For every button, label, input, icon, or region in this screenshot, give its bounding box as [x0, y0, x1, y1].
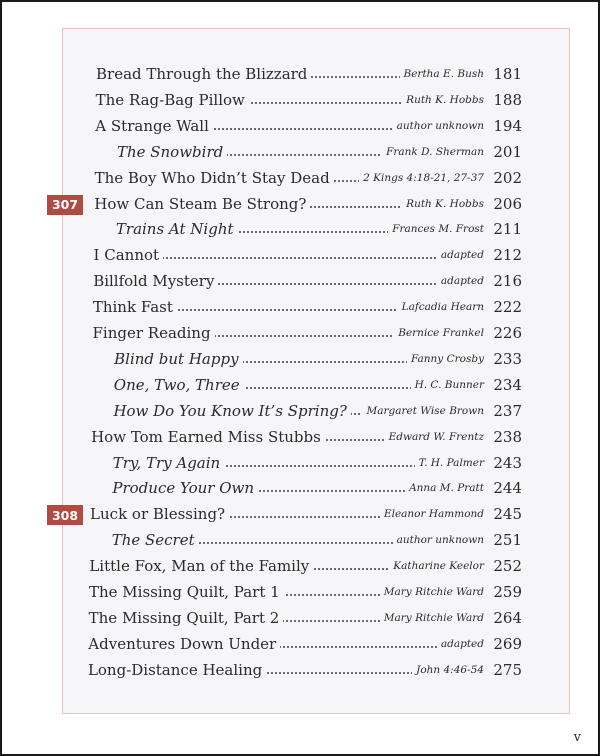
- entry-author: Anna M. Pratt: [405, 482, 484, 494]
- entry-page-number: 252: [493, 557, 522, 576]
- toc-entry: [0, 503, 600, 529]
- entry-author: Frances M. Frost: [388, 223, 484, 235]
- entry-title: Finger Reading: [93, 324, 215, 342]
- entry-author: Mary Ritchie Ward: [380, 586, 484, 598]
- entry-page-number: 238: [493, 427, 522, 446]
- entry-author: H. C. Bunner: [411, 379, 484, 391]
- toc-entry: [0, 244, 600, 270]
- toc-entry: [0, 89, 600, 115]
- entry-page-number: 243: [493, 453, 522, 472]
- entry-author: 2 Kings 4:18-21, 27-37: [359, 172, 484, 184]
- entry-page-number: 259: [493, 583, 522, 601]
- entry-author: Frank D. Sherman: [382, 146, 484, 158]
- entry-page-number: 194: [493, 116, 522, 135]
- entry-title: The Missing Quilt, Part 2: [89, 609, 284, 627]
- entry-author: Lafcadia Hearn: [398, 301, 484, 313]
- entry-author: Bernice Frankel: [394, 327, 484, 339]
- entry-author: author unknown: [393, 534, 484, 546]
- entry-page-number: 251: [493, 531, 522, 550]
- toc-entry: [0, 322, 600, 348]
- toc-entry: [0, 115, 600, 141]
- entry-page-number: 226: [493, 324, 522, 342]
- entry-page-number: 211: [493, 220, 522, 239]
- entry-author: author unknown: [393, 120, 484, 132]
- toc-entry: [0, 167, 600, 193]
- entry-author: Eleanor Hammond: [380, 508, 484, 520]
- entry-title: The Missing Quilt, Part 1: [89, 583, 284, 601]
- toc-entry: [0, 659, 600, 685]
- entry-author: Edward W. Frentz: [385, 431, 484, 443]
- entry-title: Luck or Blessing?: [90, 505, 229, 523]
- entry-title: How Do You Know It’s Spring?: [113, 402, 350, 420]
- toc-entry: [0, 296, 600, 322]
- entry-title: Produce Your Own: [112, 479, 258, 497]
- entry-author: Ruth K. Hobbs: [402, 94, 484, 106]
- entry-title: Long-Distance Healing: [88, 661, 266, 679]
- toc-entry: [0, 581, 600, 607]
- entry-author: adapted: [437, 249, 484, 261]
- entry-page-number: 264: [493, 608, 522, 627]
- entry-page-number: 201: [493, 142, 522, 161]
- entry-author: Ruth K. Hobbs: [402, 198, 484, 210]
- entry-title: The Secret: [112, 531, 199, 549]
- entry-title: I Cannot: [94, 246, 164, 264]
- toc-entry: [0, 633, 600, 659]
- entry-title: Adventures Down Under: [88, 635, 280, 653]
- entry-page-number: 234: [493, 375, 522, 394]
- entry-author: Katharine Keelor: [389, 560, 484, 572]
- entry-title: Try, Try Again: [113, 454, 224, 472]
- entry-author: T. H. Palmer: [415, 457, 484, 469]
- entry-page-number: 188: [493, 90, 522, 109]
- entry-author: adapted: [437, 638, 484, 650]
- entry-page-number: 216: [493, 272, 522, 291]
- entry-author: John 4:46-54: [412, 664, 484, 676]
- entry-title: The Rag-Bag Pillow: [96, 91, 249, 109]
- toc-entry: [0, 607, 600, 633]
- entry-title: Blind but Happy: [114, 350, 242, 368]
- entry-title: How Can Steam Be Strong?: [94, 195, 310, 213]
- entry-page-number: 202: [493, 168, 522, 187]
- entry-author: Bertha E. Bush: [400, 68, 485, 80]
- entry-title: The Boy Who Didn’t Stay Dead: [95, 169, 334, 187]
- entry-title: How Tom Earned Miss Stubbs: [91, 428, 325, 446]
- entry-page-number: 244: [493, 479, 522, 498]
- entry-title: Trains At Night: [116, 220, 238, 238]
- toc-entry: [0, 374, 600, 400]
- entry-title: The Snowbird: [117, 143, 227, 161]
- toc-entry: [0, 193, 600, 219]
- entry-title: Billfold Mystery: [93, 272, 218, 290]
- entry-title: One, Two, Three: [114, 376, 244, 394]
- entry-page-number: 269: [493, 634, 522, 653]
- toc-entry: [0, 218, 600, 244]
- entry-page-number: 245: [493, 505, 522, 524]
- toc-entry: [0, 400, 600, 426]
- entry-title: Bread Through the Blizzard: [96, 65, 311, 83]
- entry-author: Fanny Crosby: [407, 353, 484, 365]
- entry-page-number: 181: [493, 65, 522, 83]
- entry-page-number: 237: [493, 401, 522, 420]
- entry-author: Mary Ritchie Ward: [380, 612, 484, 624]
- entry-page-number: 222: [493, 298, 522, 317]
- toc-entry: [0, 63, 600, 89]
- entry-title: A Strange Wall: [95, 117, 213, 135]
- toc-entry: [0, 426, 600, 452]
- entry-page-number: 275: [493, 660, 522, 679]
- toc-entry: [0, 348, 600, 374]
- lesson-marker-badge: 307: [47, 195, 83, 215]
- entry-title: Little Fox, Man of the Family: [89, 557, 313, 575]
- toc-entry: [0, 529, 600, 555]
- entry-author: Margaret Wise Brown: [362, 405, 484, 417]
- entry-title: Think Fast: [93, 298, 177, 316]
- toc-entry: [0, 477, 600, 503]
- entry-page-number: 212: [493, 246, 522, 265]
- lesson-marker-badge: 308: [47, 505, 83, 525]
- toc-entry: [0, 141, 600, 167]
- toc-entry: [0, 270, 600, 296]
- entry-author: adapted: [437, 275, 484, 287]
- page-number: v: [573, 730, 581, 745]
- entry-page-number: 206: [493, 194, 522, 213]
- toc-entry: [0, 555, 600, 581]
- toc-entry: [0, 452, 600, 478]
- entry-page-number: 233: [493, 349, 522, 368]
